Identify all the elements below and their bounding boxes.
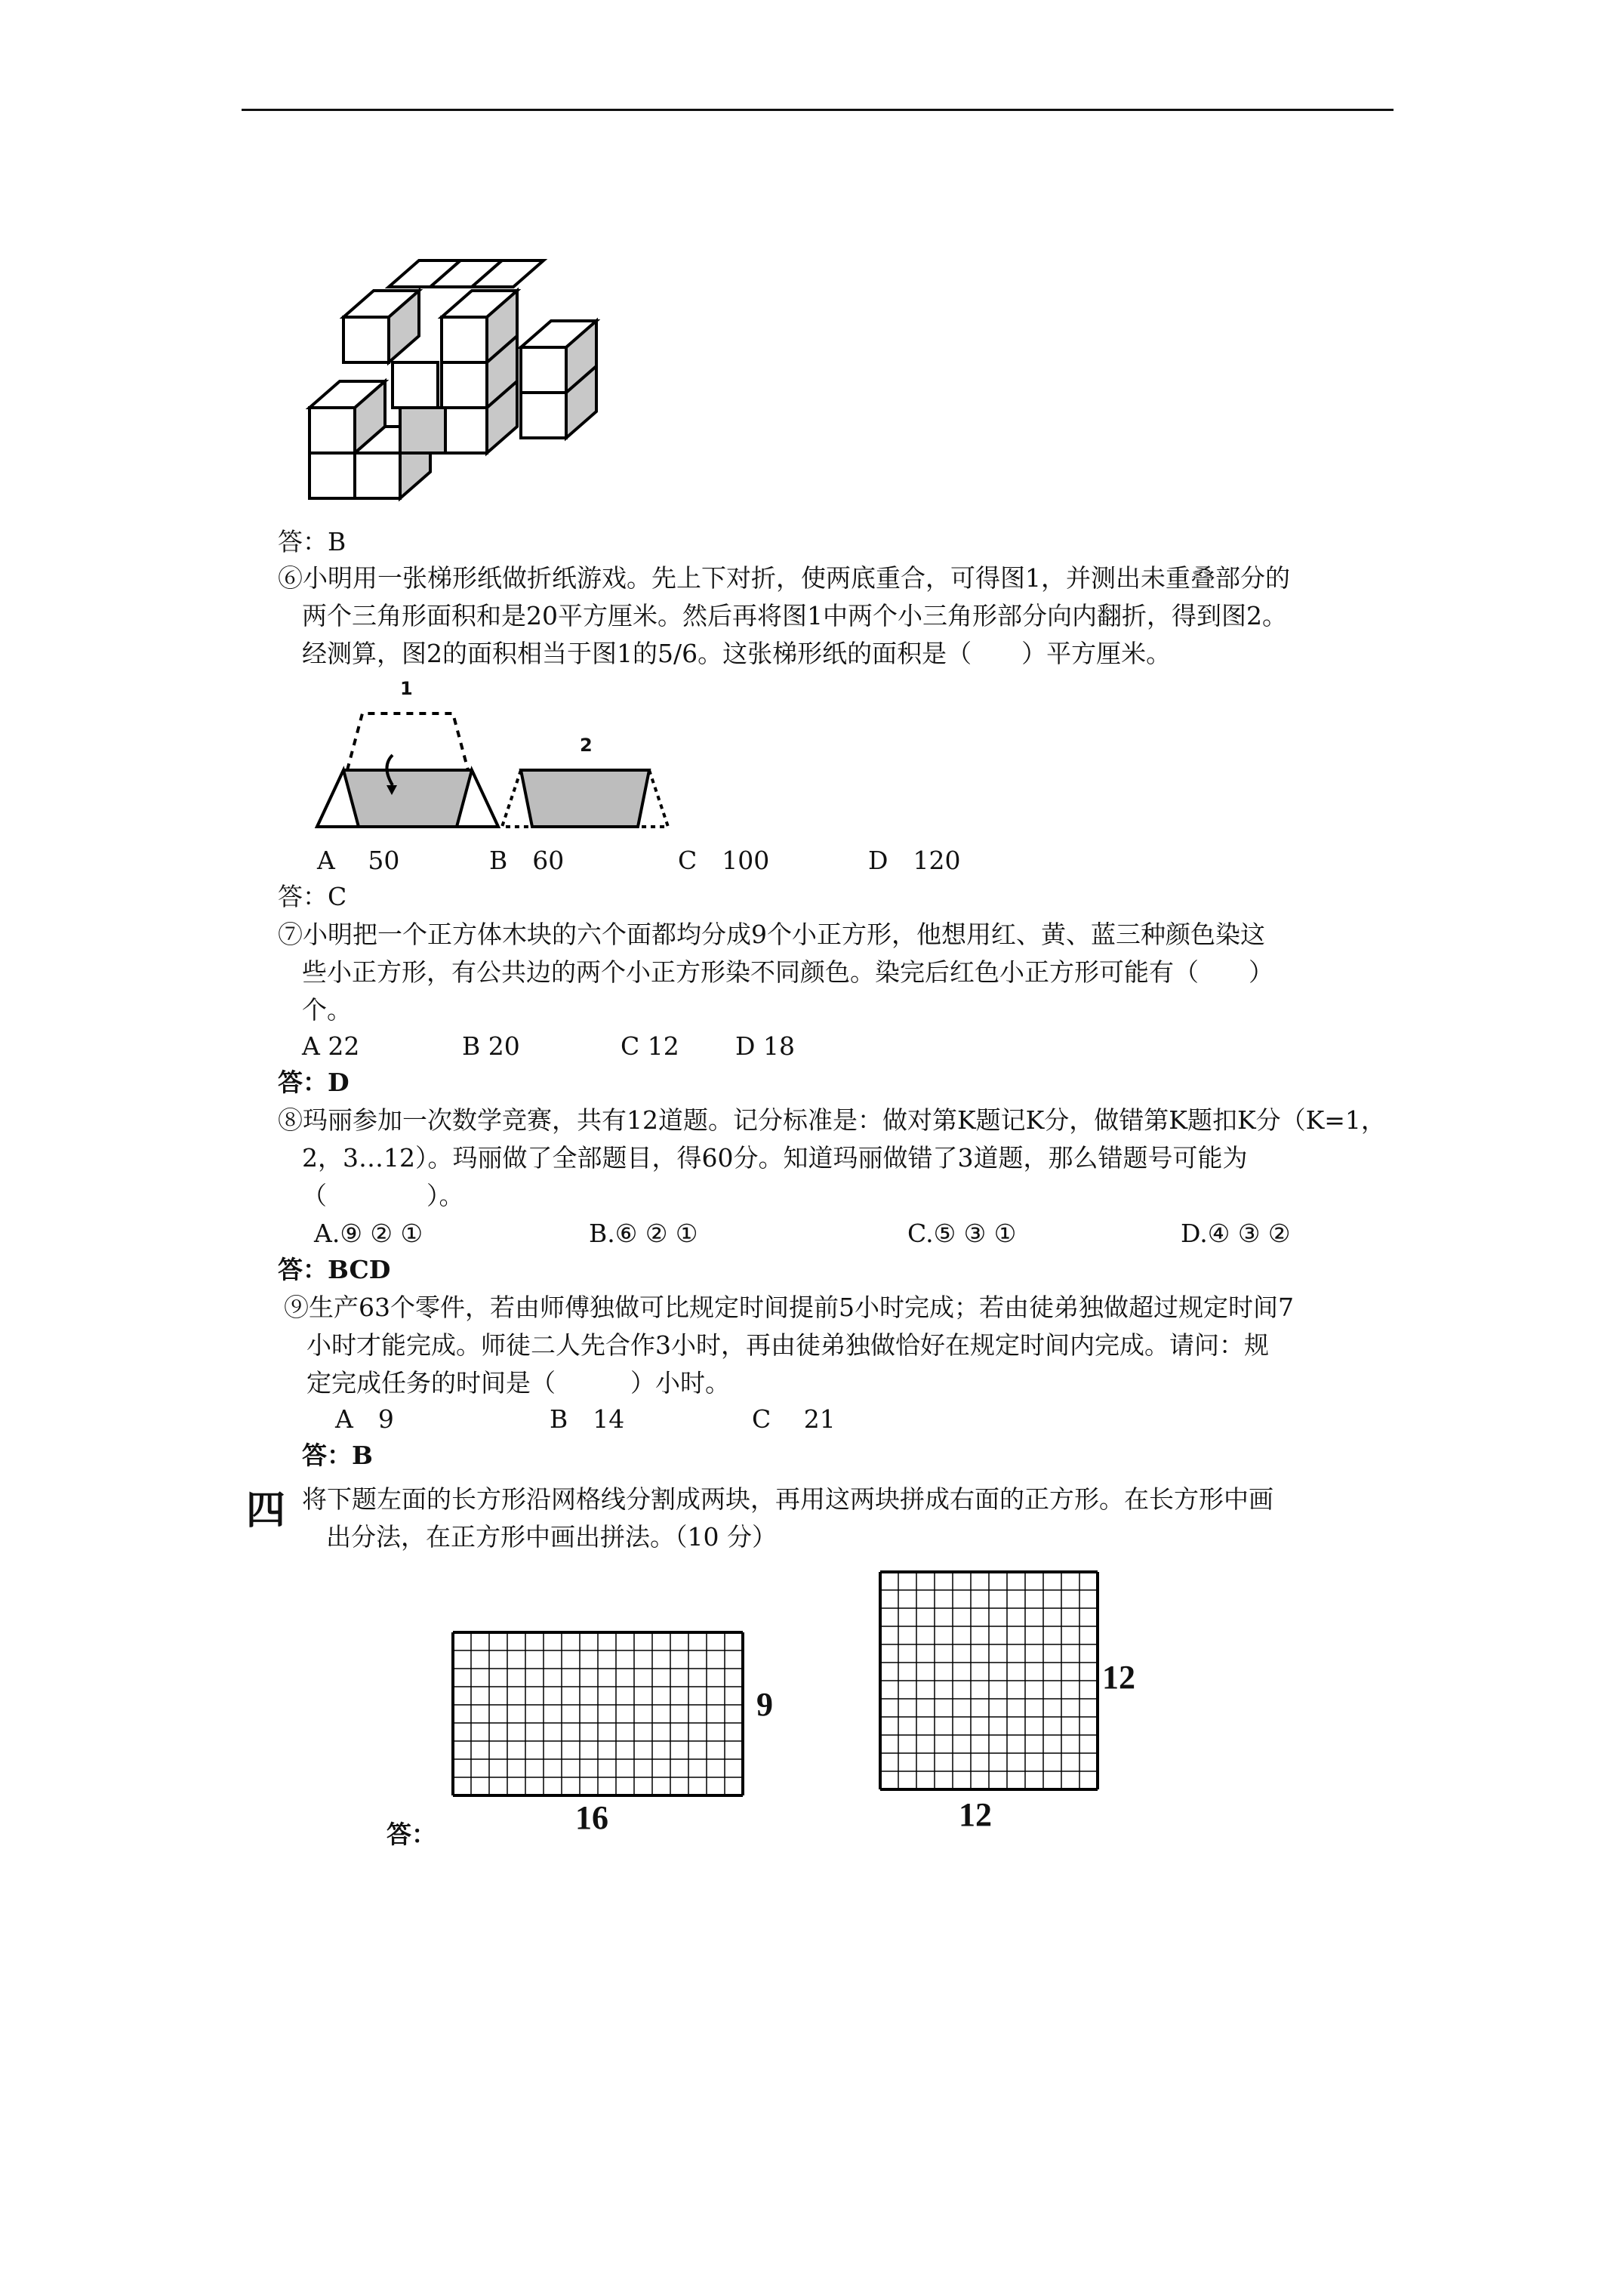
square-grid — [880, 1572, 1098, 1789]
q9-line-1: ⑨生产63个零件，若由师傅独做可比规定时间提前5小时完成；若由徒弟独做超过规定时间7 — [284, 1293, 1294, 1322]
q7-line-3: 个。 — [302, 995, 352, 1025]
section4-line-2: 出分法，在正方形中画出拼法。（10 分） — [326, 1522, 777, 1552]
section4-line-1: 将下题左面的长方形沿网格线分割成两块，再用这两块拼成右面的正方形。在长方形中画 — [302, 1484, 1273, 1514]
q7-answer: 答：D — [278, 1068, 350, 1097]
q6-line-2: 两个三角形面积和是20平方厘米。然后再将图1中两个小三角形部分向内翻折，得到图2。 — [302, 601, 1287, 630]
q8-line-2: 2，3…12）。玛丽做了全部题目，得60分。知道玛丽做错了3道题，那么错题号可能为 — [302, 1143, 1248, 1173]
q7-option-d: D 18 — [735, 1031, 795, 1061]
q9-option-b: B 14 — [550, 1404, 625, 1434]
q6-option-c: C 100 — [678, 846, 770, 875]
q9-line-3: 定完成任务的时间是（ ）小时。 — [306, 1368, 730, 1398]
q7-option-b: B 20 — [462, 1031, 520, 1061]
q9-option-c: C 21 — [752, 1404, 836, 1434]
q9-line-2: 小时才能完成。师徒二人先合作3小时，再由徒弟独做恰好在规定时间内完成。请问：规 — [306, 1330, 1269, 1360]
q7-line-1: ⑦小明把一个正方体木块的六个面都均分成9个小正方形，他想用红、黄、蓝三种颜色染这 — [278, 920, 1265, 949]
q8-answer: 答：BCD — [278, 1255, 391, 1284]
section4-answer: 答： — [387, 1820, 436, 1849]
fig2-label: 2 — [580, 735, 593, 756]
fold-figure-1 — [313, 706, 502, 838]
rectangle-height-label: 9 — [756, 1686, 773, 1723]
q6-line-1: ⑥小明用一张梯形纸做折纸游戏。先上下对折，使两底重合，可得图1，并测出未重叠部分的 — [278, 563, 1290, 593]
q6-option-b: B 60 — [489, 846, 565, 875]
q6-option-a: A 50 — [317, 846, 400, 875]
fig1-label: 1 — [400, 678, 413, 699]
cube-stack-figure — [302, 249, 619, 506]
q8-option-a: A.⑨ ② ① — [314, 1219, 423, 1248]
q9-answer: 答：B — [302, 1441, 373, 1470]
q8-line-3: （ ）。 — [302, 1181, 464, 1210]
square-width-label: 12 — [959, 1796, 992, 1833]
q5-answer: 答：B — [278, 527, 346, 556]
q7-option-c: C 12 — [621, 1031, 679, 1061]
header-rule — [242, 109, 1394, 111]
rectangle-grid — [453, 1632, 743, 1795]
square-height-label: 12 — [1102, 1659, 1135, 1696]
q6-answer: 答：C — [278, 882, 347, 911]
section-number: 四 — [246, 1488, 286, 1533]
q9-option-a: A 9 — [335, 1404, 394, 1434]
rectangle-width-label: 16 — [575, 1799, 608, 1836]
q8-line-1: ⑧玛丽参加一次数学竞赛，共有12道题。记分标准是：做对第K题记K分，做错第K题扣K分（K=1， — [278, 1105, 1386, 1135]
q7-line-2: 些小正方形，有公共边的两个小正方形染不同颜色。染完后红色小正方形可能有（ ） — [302, 957, 1273, 987]
q6-line-3: 经测算，图2的面积相当于图1的5/6。这张梯形纸的面积是（ ）平方厘米。 — [302, 639, 1172, 668]
q8-option-c: C.⑤ ③ ① — [907, 1219, 1017, 1248]
q8-option-d: D.④ ③ ② — [1181, 1219, 1291, 1248]
q6-option-d: D 120 — [868, 846, 961, 875]
q7-option-a: A 22 — [302, 1031, 360, 1061]
fold-figure-2 — [498, 763, 687, 838]
q8-option-b: B.⑥ ② ① — [589, 1219, 698, 1248]
